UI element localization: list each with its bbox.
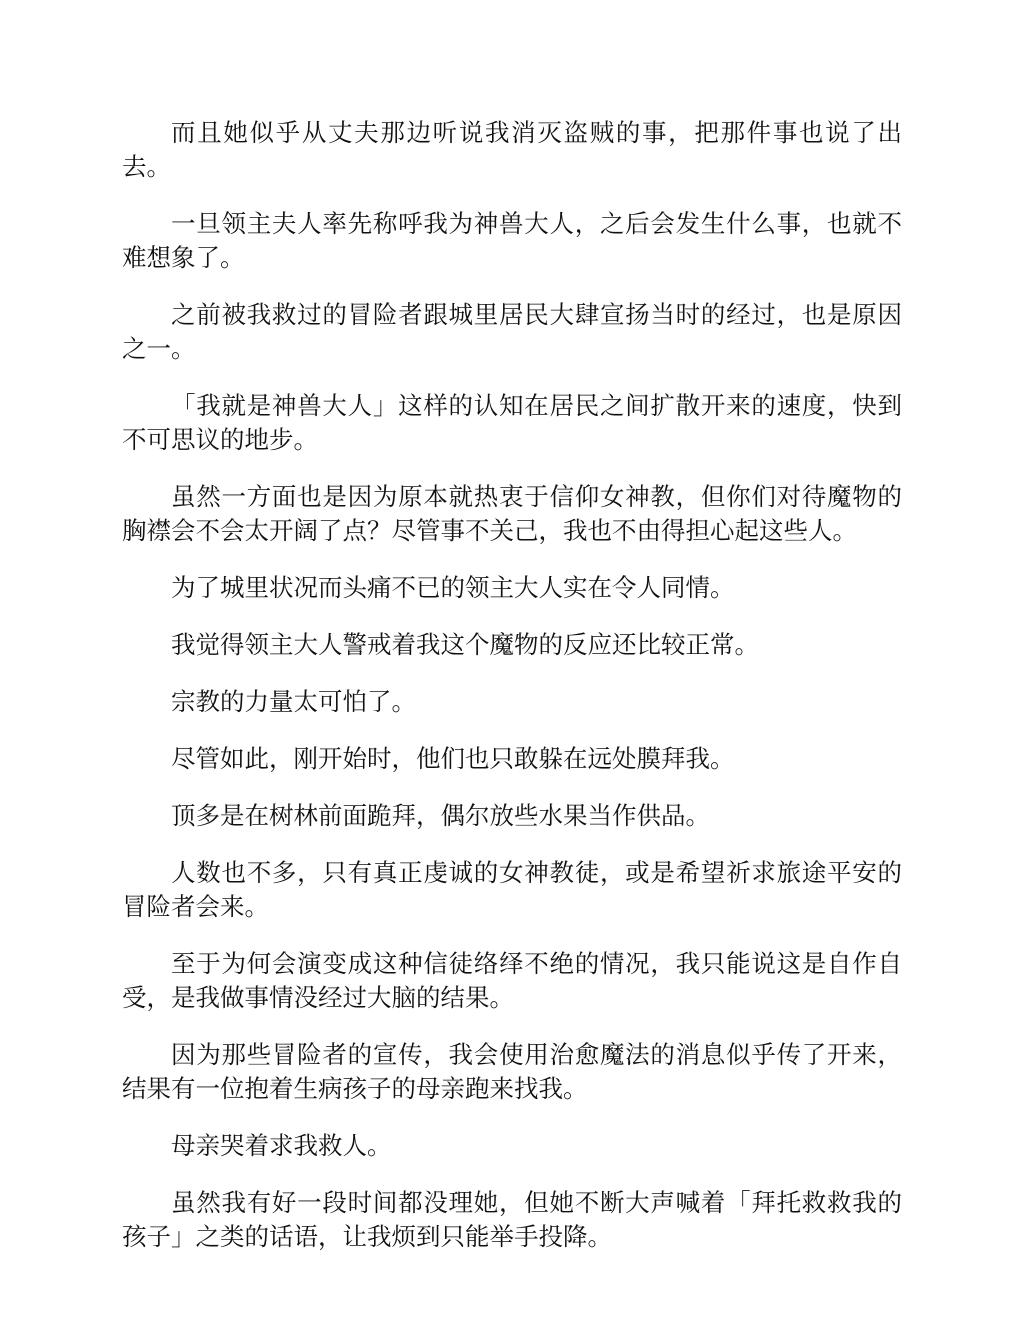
paragraph: 「我就是神兽大人」这样的认知在居民之间扩散开来的速度，快到不可思议的地步。 [122,391,902,454]
paragraph: 虽然一方面也是因为原本就热衷于信仰女神教，但你们对待魔物的胸襟会不会太开阔了点？尽管事不关己，我也不由得担心起这些人。 [122,482,902,545]
paragraph: 而且她似乎从丈夫那边听说我消灭盗贼的事，把那件事也说了出去。 [122,118,902,181]
paragraph: 因为那些冒险者的宣传，我会使用治愈魔法的消息似乎传了开来，结果有一位抱着生病孩子的母亲跑来找我。 [122,1040,902,1103]
paragraph: 尽管如此，刚开始时，他们也只敢躲在远处膜拜我。 [171,744,735,773]
document-body [122,116,902,1277]
paragraph: 为了城里状况而头痛不已的领主大人实在令人同情。 [171,573,735,602]
paragraph: 至于为何会演变成这种信徒络绎不绝的情况，我只能说这是自作自受，是我做事情没经过大脑的结果。 [122,949,902,1012]
paragraph: 顶多是在树林前面跪拜，偶尔放些水果当作供品。 [171,801,710,830]
paragraph: 母亲哭着求我救人。 [171,1131,392,1160]
paragraph: 人数也不多，只有真正虔诚的女神教徒，或是希望祈求旅途平安的冒险者会来。 [122,858,902,921]
paragraph: 一旦领主夫人率先称呼我为神兽大人，之后会发生什么事，也就不难想象了。 [122,209,902,272]
paragraph: 宗教的力量太可怕了。 [171,687,416,716]
paragraph: 我觉得领主大人警戒着我这个魔物的反应还比较正常。 [171,630,759,659]
paragraph: 虽然我有好一段时间都没理她，但她不断大声喊着「拜托救救我的孩子」之类的话语，让我烦到只能举手投降。 [122,1188,902,1251]
paragraph: 之前被我救过的冒险者跟城里居民大肆宣扬当时的经过，也是原因之一。 [122,300,902,363]
